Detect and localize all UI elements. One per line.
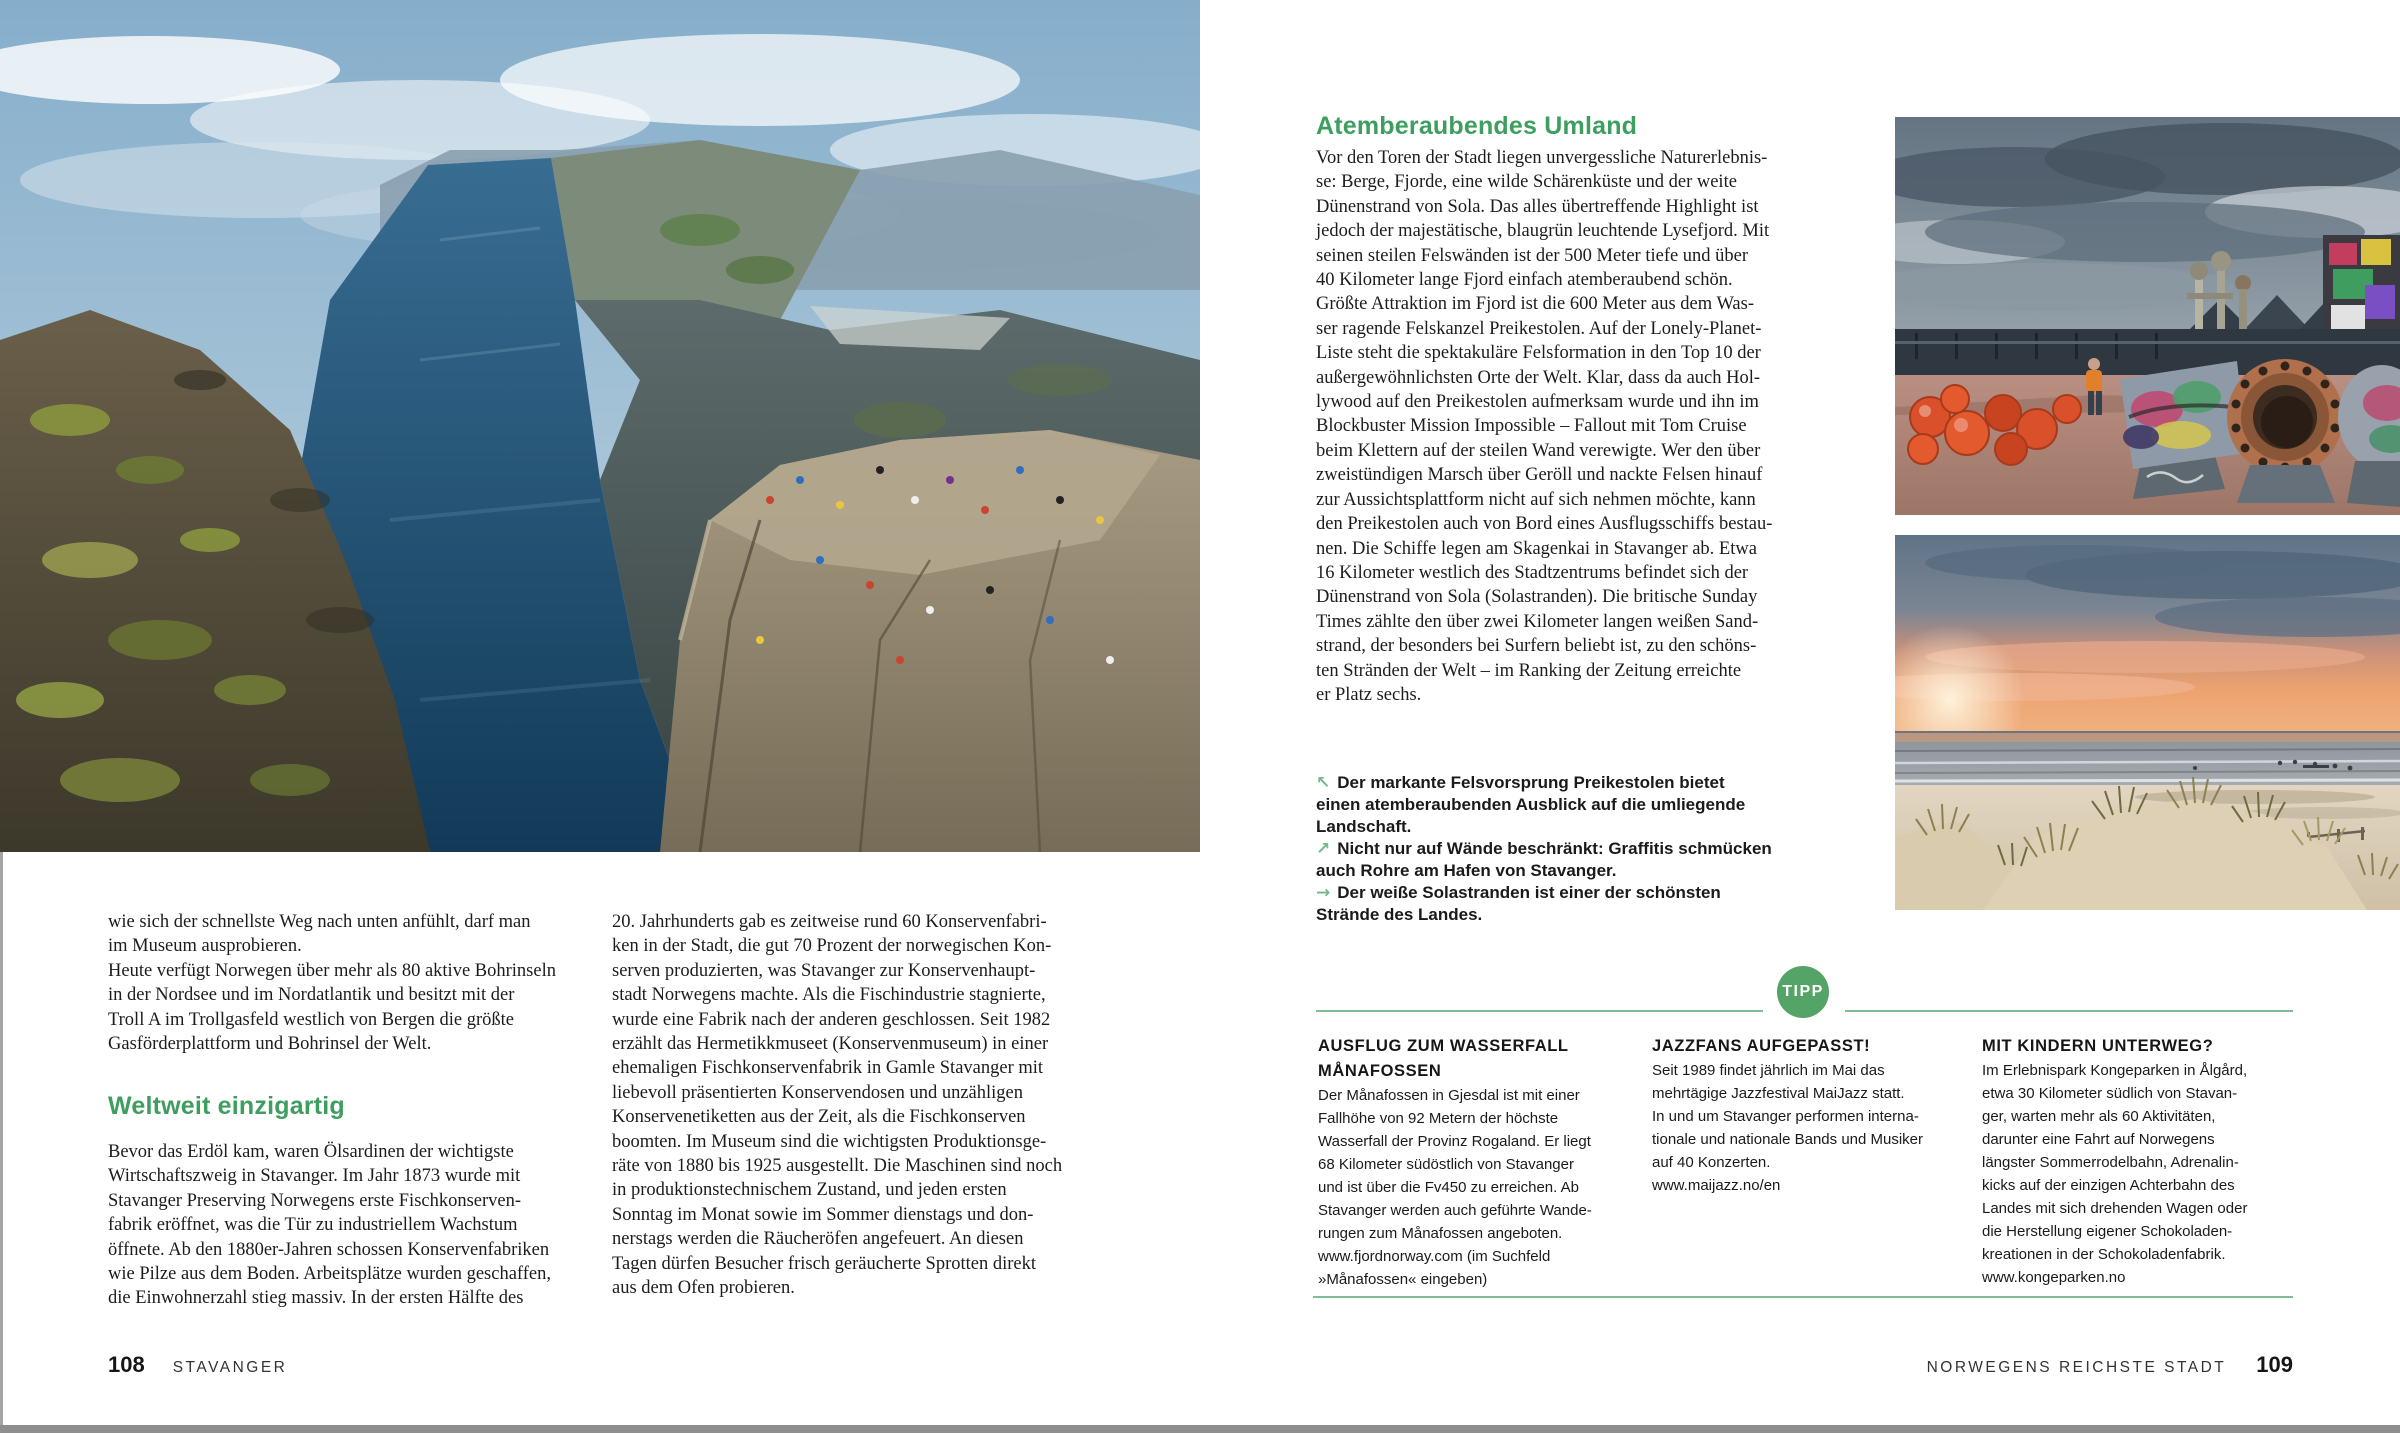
arrow-right-icon: → (1316, 883, 1331, 903)
page-edge-shadow-bottom (0, 1425, 2400, 1433)
page-number-left: 108 (108, 1352, 145, 1377)
photo-stavanger-harbor-graffiti-pipes (1895, 117, 2400, 515)
tip-column-body: Der Månafossen in Gjesdal ist mit einer Fallhöhe von 92 Metern der höchste Wasserfall der Provinz Rogaland. Er liegt 68 Kilometer südöstlich von Stavanger und ist über die Fv450 zu erreichen. Ab Stavanger werden auch geführte Wande- rungen zum Månafossen angeboten. www.fjordnorway.com (im Suchfeld »Månafossen« eingeben) (1318, 1087, 1592, 1288)
tip-badge: TIPP (1777, 966, 1829, 1018)
left-column-2: 20. Jahrhunderts gab es zeitweise rund 60 Konservenfabri- ken in der Stadt, die gut 70 Prozent der norwegischen Kon- serven produzierten, was Stavanger zur Konservenhaupt- stadt Norwegens machte. Als die Fischindustrie stagnierte, wurde eine Fabrik nach der anderen geschlossen. Seit 1982 erzählt das Hermetikkmuseet (Konservenmuseum) in einer ehemaligen Fischkonservenfabrik in Gamle Stavanger mit liebevoll präsentierten Konservendosen und unzähligen Konservenetiketten aus der Zeit, als die Fischkonserven boomten. Im Museum sind die wichtigsten Produktionsge- räte von 1880 bis 1925 ausgestellt. Die Maschinen sind noch in produktionstechnischem Zustand, und jeden ersten Sonntag im Monat sowie im Sommer dienstags und don- nerstags werden die Räucheröfen angefeuert. An diesen Tagen dürfen Besucher frisch geräucherte Sprotten direkt aus dem Ofen probieren. (612, 912, 1063, 1299)
tip-column-maijazz (1652, 1034, 1923, 1197)
tip-column-body: Seit 1989 findet jährlich im Mai das mehrtägige Jazzfestival MaiJazz statt. In und um Stavanger performen interna- tionale und nationale Bands und Musiker auf 40 Konzerten. www.maijazz.no/en (1652, 1062, 1924, 1194)
tip-column-heading: JAZZFANS AUFGEPASST! (1652, 1037, 1871, 1055)
tip-column-kongeparken (1982, 1034, 2247, 1289)
tip-rule-top-right (1845, 1010, 2293, 1012)
tip-rule-bottom (1313, 1296, 2293, 1298)
arrow-up-right-icon: ↗ (1316, 839, 1331, 859)
caption-text: Der markante Felsvorsprung Preikestolen bietet (1337, 773, 1725, 792)
running-head-left: STAVANGER (172, 1359, 288, 1376)
page-number-right: 109 (2256, 1352, 2293, 1377)
caption-text: Der weiße Solastranden ist einer der schönsten (1337, 883, 1721, 902)
tip-column-heading: AUSFLUG ZUM WASSERFALL MÅNAFOSSEN (1318, 1037, 1569, 1080)
caption-preikestolen: ↖ Der markante Felsvorsprung Preikestolen bietet einen atemberaubenden Ausblick auf die umliegende Landschaft. (1316, 773, 1746, 836)
right-page-footer (1927, 1352, 2293, 1378)
left-page-footer (108, 1352, 287, 1378)
right-body-text: Vor den Toren der Stadt liegen unvergessliche Naturerlebnis- se: Berge, Fjorde, eine wilde Schärenküste und der weite Dünenstrand von Sola. Das alles übertreffende Highlight ist jedoch der majestätische, blaugrün leuchtende Lysefjord. Mit seinen steilen Felswänden ist der 500 Meter tiefe und über 40 Kilometer lange Fjord einfach atemberaubend schön. Größte Attraktion im Fjord ist die 600 Meter aus dem Was- ser ragende Felskanzel Preikestolen. Auf der Lonely-Planet- Liste steht die spektakuläre Felsformation in den Top 10 der außergewöhnlichsten Orte der Welt. Klar, dass da auch Hol- lywood auf den Preikestolen aufmerksam wurde und ihn im Blockbuster Mission Impossible – Fallout mit Tom Cruise beim Klettern auf der steilen Wand verewigte. Wer den über zweistündigen Marsch über Geröll und nackte Felsen hinauf zur Aussichtsplattform nicht auf sich nehmen möchte, kann den Preikestolen auch von Bord eines Ausflugsschiffs bestau- nen. Die Schiffe legen am Skagenkai in Stavanger ab. Etwa 16 Kilometer westlich des Stadtzentrums befindet sich der Dünenstrand von Sola (Solastranden). Die britische Sunday Times zählte den über zwei Kilometer langen weißen Sand- strand, der besonders bei Surfern beliebt ist, zu den schöns- ten Stränden der Welt – im Ranking der Zeitung erreichte er Platz sechs. (1316, 148, 1773, 705)
section-heading-weltweit-einzigartig: Weltweit einzigartig (108, 1092, 345, 1120)
tip-rule-top-left (1316, 1010, 1763, 1012)
tip-column-maanafossen (1318, 1034, 1592, 1291)
tip-column-heading: MIT KINDERN UNTERWEG? (1982, 1037, 2214, 1055)
left-column-1-paragraph-1: wie sich der schnellste Weg nach unten anfühlt, darf man im Museum ausprobieren. Heute verfügt Norwegen über mehr als 80 aktive Bohrinseln in der Nordsee und im Nordatlantik und besitzt mit der Troll A im Trollgasfeld westlich von Bergen die größte Gasförderplattform und Bohrinsel der Welt. (108, 912, 556, 1055)
section-heading-atemberaubendes-umland: Atemberaubendes Umland (1316, 112, 1638, 140)
caption-solastranden: → Der weiße Solastranden ist einer der schönsten Strände des Landes. (1316, 883, 1721, 924)
caption-text: Nicht nur auf Wände beschränkt: Graffitis schmücken (1337, 839, 1772, 858)
page-edge-shadow-left (0, 852, 3, 1433)
arrow-up-left-icon: ↖ (1316, 773, 1331, 793)
harbor-photo-illustration (1895, 117, 2400, 515)
left-column-1-paragraph-2: Bevor das Erdöl kam, waren Ölsardinen der wichtigste Wirtschaftszweig in Stavanger. Im Jahr 1873 wurde mit Stavanger Preserving Norwegens erste Fischkonserven- fabrik eröffnet, was die Tür zu industriellem Wachstum öffnete. Ab den 1880er-Jahren schossen Konservenfabriken wie Pilze aus dem Boden. Arbeitsplätze wurden geschaffen, die Einwohnerzahl stieg massiv. In der ersten Hälfte des (108, 1142, 552, 1309)
photo-preikestolen-lysefjord (0, 0, 1200, 852)
beach-photo-illustration (1895, 535, 2400, 910)
photo-captions (1316, 772, 1772, 926)
tip-column-body: Im Erlebnispark Kongeparken in Ålgård, etwa 30 Kilometer südlich von Stavan- ger, warten mehr als 60 Aktivitäten, darunter eine Fahrt auf Norwegens längster Sommerrodelbahn, Adrenalin- kicks auf der einzigen Achterbahn des Landes mit sich drehenden Wagen oder die Herstellung eigener Schokoladen- kreationen in der Schokoladenfabrik. www.kongeparken.no (1982, 1062, 2248, 1286)
running-head-right: NORWEGENS REICHSTE STADT (1926, 1359, 2227, 1376)
photo-solastranden-sunset (1895, 535, 2400, 910)
fjord-photo-illustration (0, 0, 1200, 852)
caption-graffiti-harbor: ↗ Nicht nur auf Wände beschränkt: Graffitis schmücken auch Rohre am Hafen von Stavanger. (1316, 839, 1772, 880)
